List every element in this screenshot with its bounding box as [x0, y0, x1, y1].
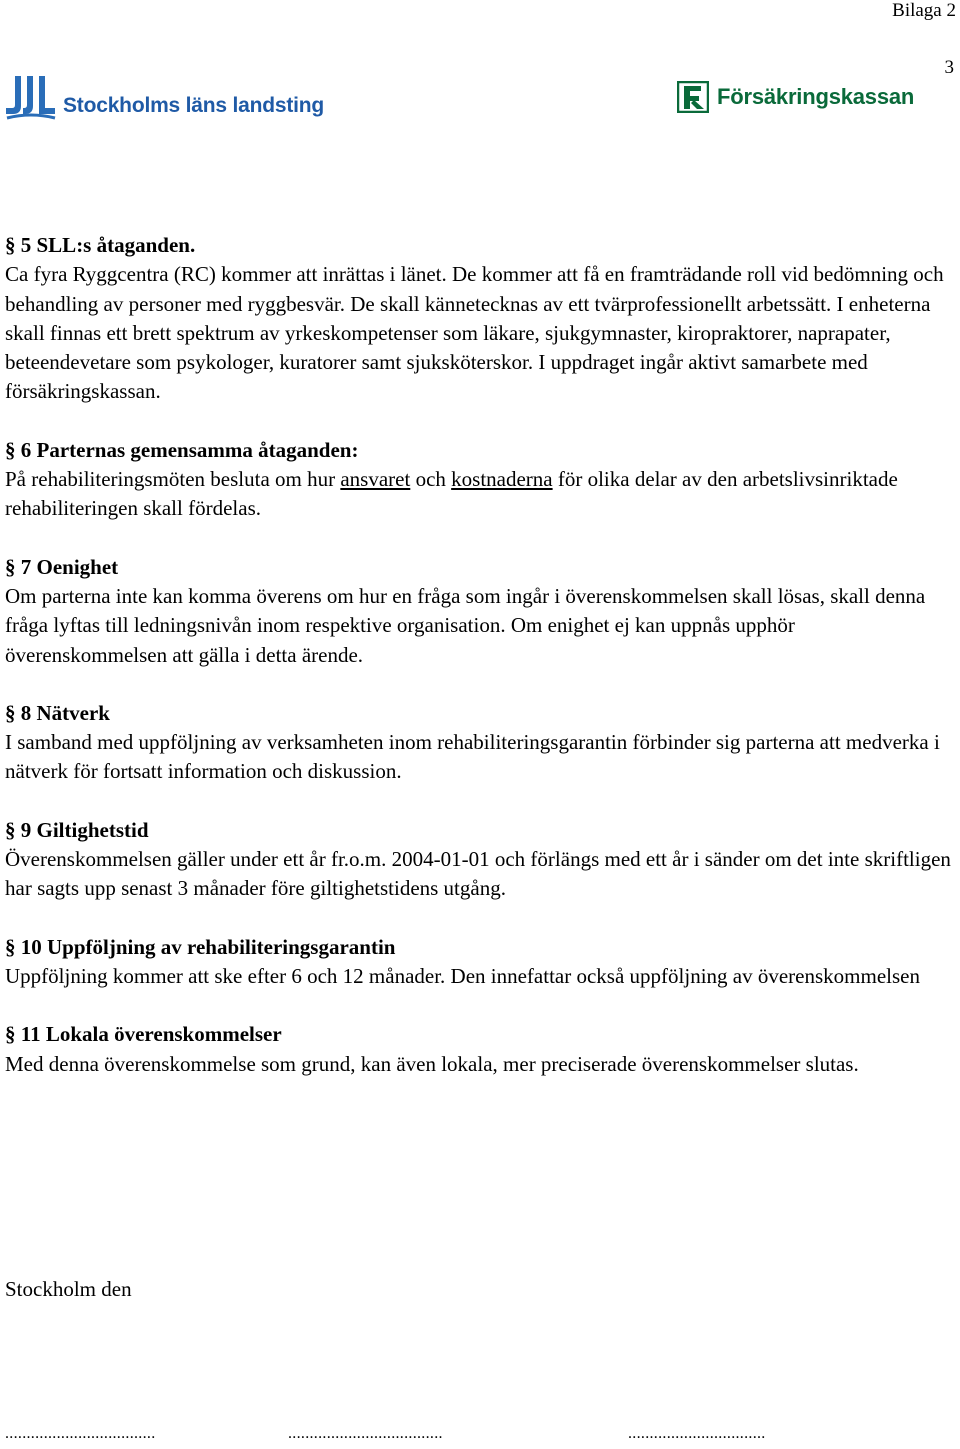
section-8: [5, 699, 955, 787]
fk-logo: [677, 80, 914, 114]
text-span: och: [410, 467, 452, 492]
section-text: Om parterna inte kan komma överens om hur en fråga som ingår i överenskommelsen skall lösas, skall denna fråga lyftas till ledningsnivån inom respektive organisation. Om enighet ej kan uppnås upphör överenskommelsen att gälla i detta ärende.: [5, 583, 926, 667]
section-heading: § 10 Uppföljning av rehabiliteringsgarantin: [5, 934, 396, 959]
signature-line: ....................................: [288, 1425, 443, 1442]
section-heading: § 6 Parternas gemensamma åtaganden:: [5, 437, 359, 462]
section-5: [5, 231, 955, 407]
section-text: Ca fyra Ryggcentra (RC) kommer att inrättas i länet. De kommer att få en framträdande roll vid bedömning och behandling av personer med ryggbesvär. De skall kännetecknas av ett tvärprofessionellt arbetssätt. I enheterna skall finnas ett brett spektrum av yrkeskompetenser som läkare, sjukgymnaster, kiropraktorer, naprapater, beteendevetare som psykologer, kuratorer samt sjuksköterskor. I uppdraget ingår aktivt samarbete med försäkringskassan.: [5, 262, 944, 404]
document-body: [5, 231, 955, 1108]
section-text: Uppföljning kommer att ske efter 6 och 12 månader. Den innefattar också uppföljning av överenskommelsen: [5, 963, 920, 988]
section-heading: § 7 Oenighet: [5, 554, 119, 579]
place-date-line: Stockholm den: [5, 1277, 132, 1301]
underlined-term-ansvaret: ansvaret: [340, 467, 411, 492]
fk-logo-text: Försäkringskassan: [717, 84, 915, 109]
section-text: I samband med uppföljning av verksamheten inom rehabiliteringsgarantin förbinder sig parterna att medverka i nätverk för fortsatt information och diskussion.: [5, 730, 940, 784]
section-text: Överenskommelsen gäller under ett år fr.o.m. 2004-01-01 och förlängs med ett år i sänder om det inte skriftligen har sagts upp senast 3 månader före giltighetstidens utgång.: [5, 847, 951, 901]
section-heading: § 9 Giltighetstid: [5, 817, 149, 842]
section-6: [5, 436, 955, 524]
section-text: [5, 465, 955, 524]
sll-logo: [5, 68, 324, 120]
attachment-label: Bilaga 2: [892, 0, 956, 21]
text-span: för olika delar av den arbetslivsinriktade rehabiliteringen skall fördelas.: [5, 467, 898, 521]
text-span: På rehabiliteringsmöten besluta om hur: [5, 467, 341, 492]
signature-line: ................................: [628, 1425, 766, 1442]
fk-logo-mark: [677, 81, 709, 113]
signature-line: ...................................: [5, 1425, 156, 1442]
sll-logo-text: Stockholms läns landsting: [63, 94, 325, 117]
section-heading: § 8 Nätverk: [5, 700, 110, 725]
sll-logo-mark: [5, 74, 57, 120]
section-10: [5, 933, 955, 992]
section-heading: § 5 SLL:s åtaganden.: [5, 233, 196, 257]
section-text: Med denna överenskommelse som grund, kan även lokala, mer preciserade överenskommelser slutas.: [5, 1051, 859, 1076]
page-number: 3: [944, 57, 954, 78]
section-11: [5, 1020, 955, 1079]
section-9: [5, 816, 955, 904]
underlined-term-kostnaderna: kostnaderna: [451, 467, 553, 492]
section-7: [5, 553, 955, 670]
section-heading: § 11 Lokala överenskommelser: [5, 1022, 282, 1047]
